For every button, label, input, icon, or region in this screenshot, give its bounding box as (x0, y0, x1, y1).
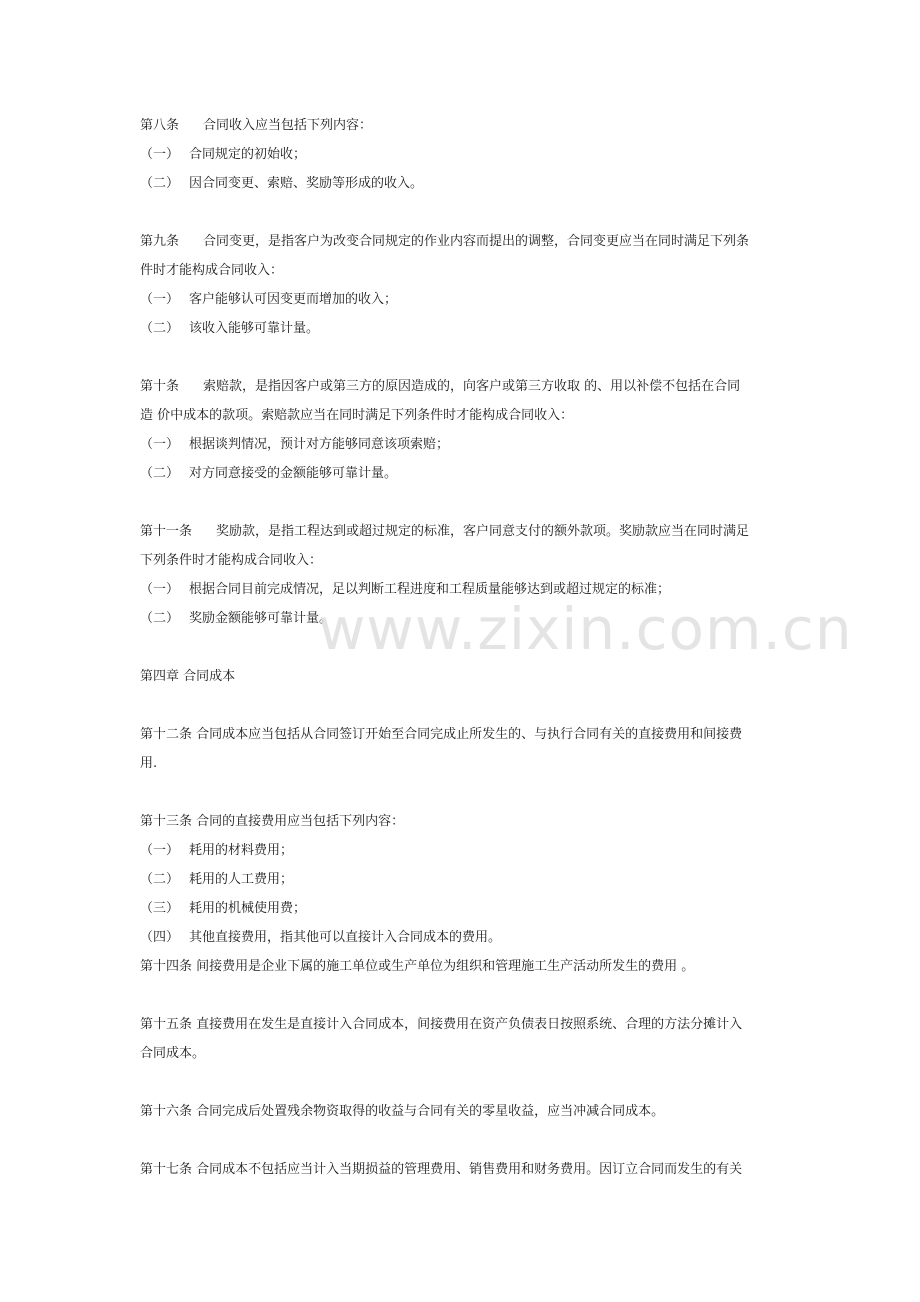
item-label: （一） (140, 147, 180, 162)
item-text: 合同规定的初始收； (189, 147, 307, 162)
article-15-paragraph (140, 1016, 788, 1034)
article-text: 件时才能构成合同收入： (140, 263, 284, 278)
article-label: 第九条 (140, 234, 180, 249)
item-label: （二） (140, 611, 180, 626)
article-8-item-1 (140, 146, 788, 164)
article-13-item-3 (140, 900, 788, 918)
article-12-paragraph (140, 726, 788, 744)
article-8-item-2 (140, 175, 788, 193)
article-text: 第十三条 合同的直接费用应当包括下列内容： (140, 814, 405, 829)
item-label: （三） (140, 901, 180, 916)
item-text: 对方同意接受的金额能够可靠计量。 (189, 466, 398, 481)
article-16-paragraph (140, 1103, 788, 1121)
item-label: （一） (140, 292, 180, 307)
article-15-continuation (140, 1045, 788, 1063)
item-text: 奖励金额能够可靠计量。 (189, 611, 333, 626)
article-11-continuation (140, 552, 788, 570)
chapter-4-heading (140, 668, 788, 686)
article-text: 合同变更，是指客户为改变合同规定的作业内容而提出的调整，合同变更应当在同时满足下列条 (203, 234, 750, 249)
item-label: （一） (140, 437, 180, 452)
item-text: 该收入能够可靠计量。 (189, 321, 320, 336)
article-text: 合同收入应当包括下列内容： (203, 118, 373, 133)
item-label: （二） (140, 466, 180, 481)
article-11-heading (140, 523, 788, 541)
article-9-item-1 (140, 291, 788, 309)
article-14-paragraph (140, 958, 788, 976)
item-label: （二） (140, 321, 180, 336)
item-label: （二） (140, 176, 180, 191)
article-10-item-2 (140, 465, 788, 483)
article-text: 第十七条 合同成本不包括应当计入当期损益的管理费用、销售费用和财务费用。因订立合同而发生的有关 (140, 1162, 743, 1177)
article-text: 奖励款，是指工程达到或超过规定的标准，客户同意支付的额外款项。奖励款应当在同时满足 (216, 524, 750, 539)
item-text: 根据谈判情况，预计对方能够同意该项索赔； (189, 437, 450, 452)
item-label: （四） (140, 930, 180, 945)
article-text: 下列条件时才能构成合同收入： (140, 553, 323, 568)
item-text: 因合同变更、索赔、奖励等形成的收入。 (189, 176, 424, 191)
item-text: 耗用的材料费用； (189, 843, 294, 858)
item-label: （一） (140, 582, 180, 597)
item-text: 客户能够认可因变更而增加的收入； (189, 292, 398, 307)
article-13-heading (140, 813, 788, 831)
item-text: 耗用的人工费用； (189, 872, 294, 887)
article-label: 第十一条 (140, 524, 193, 539)
watermark-text: www.zixin.com.cn (318, 595, 853, 663)
chapter-title: 第四章 合同成本 (140, 669, 236, 684)
article-text: 造 价中成本的款项。索赔款应当在同时满足下列条件时才能构成合同收入： (140, 408, 574, 423)
article-text: 第十六条 合同完成后处置残余物资取得的收益与合同有关的零星收益，应当冲减合同成本。 (140, 1104, 665, 1119)
article-12-continuation (140, 755, 788, 773)
article-10-heading (140, 378, 788, 396)
article-13-item-2 (140, 871, 788, 889)
article-text: 第十二条 合同成本应当包括从合同签订开始至合同完成止所发生的、与执行合同有关的直接费用和间接费 (140, 727, 743, 742)
article-text: 索赔款，是指因客户或第三方的原因造成的，向客户或第三方收取 的、用以补偿不包括在合同 (203, 379, 741, 394)
article-label: 第八条 (140, 118, 180, 133)
item-label: （二） (140, 872, 180, 887)
article-text: 合同成本。 (140, 1046, 206, 1061)
article-10-item-1 (140, 436, 788, 454)
article-8-heading (140, 117, 788, 135)
item-text: 根据合同目前完成情况，足以判断工程进度和工程质量能够达到或超过规定的标准； (189, 582, 671, 597)
article-9-item-2 (140, 320, 788, 338)
article-text: 用. (140, 756, 158, 771)
item-label: （一） (140, 843, 180, 858)
article-9-continuation (140, 262, 788, 280)
article-text: 第十四条 间接费用是企业下属的施工单位或生产单位为组织和管理施工生产活动所发生的费用 。 (140, 959, 695, 974)
article-13-item-1 (140, 842, 788, 860)
article-10-continuation (140, 407, 788, 425)
item-text: 耗用的机械使用费； (189, 901, 307, 916)
item-text: 其他直接费用，指其他可以直接计入合同成本的费用。 (189, 930, 502, 945)
article-13-item-4 (140, 929, 788, 947)
article-17-paragraph (140, 1161, 788, 1179)
article-label: 第十条 (140, 379, 180, 394)
article-text: 第十五条 直接费用在发生是直接计入合同成本，间接费用在资产负债表日按照系统、合理的方法分摊计入 (140, 1017, 743, 1032)
article-9-heading (140, 233, 788, 251)
